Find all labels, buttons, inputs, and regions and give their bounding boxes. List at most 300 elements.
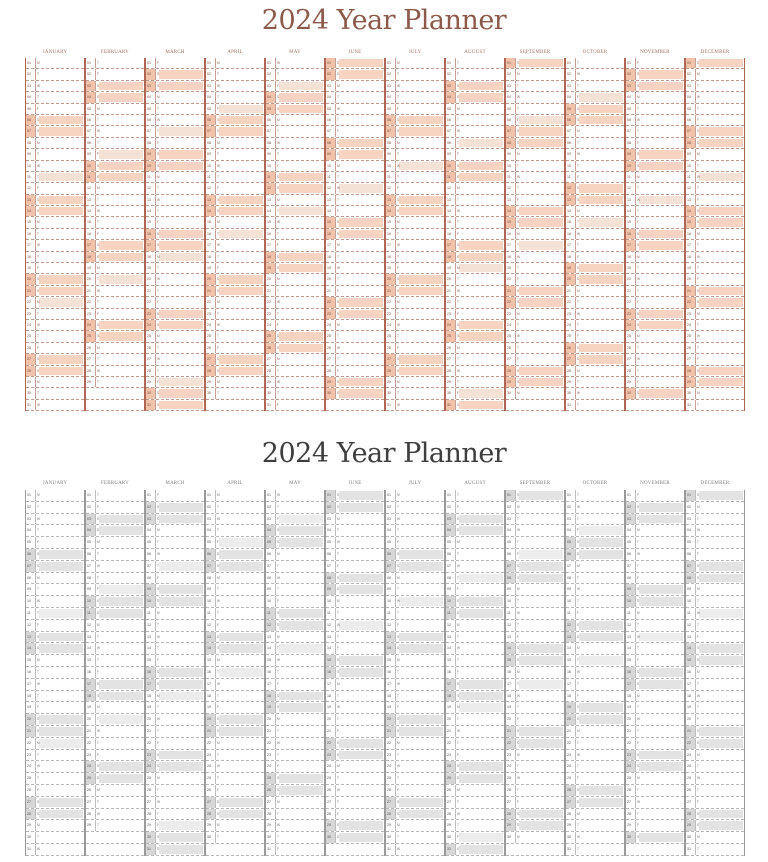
day-cell[interactable] xyxy=(326,608,384,620)
day-cell[interactable] xyxy=(506,596,564,608)
day-cell[interactable] xyxy=(506,691,564,703)
day-cell[interactable] xyxy=(206,667,264,679)
day-cell[interactable] xyxy=(86,69,144,80)
day-cell[interactable] xyxy=(266,58,324,69)
day-cell[interactable] xyxy=(206,573,264,585)
day-cell[interactable] xyxy=(446,773,504,785)
day-cell[interactable] xyxy=(326,679,384,691)
day-cell[interactable] xyxy=(386,69,444,80)
day-cell[interactable] xyxy=(386,172,444,183)
day-cell[interactable] xyxy=(146,820,204,832)
day-cell[interactable] xyxy=(326,643,384,655)
day-cell[interactable] xyxy=(146,388,204,399)
day-cell[interactable] xyxy=(566,844,624,856)
day-cell[interactable] xyxy=(446,161,504,172)
day-cell[interactable] xyxy=(26,104,84,115)
day-cell[interactable] xyxy=(386,584,444,596)
day-cell[interactable] xyxy=(326,832,384,844)
day-cell[interactable] xyxy=(566,773,624,785)
day-cell[interactable] xyxy=(626,797,684,809)
day-cell[interactable] xyxy=(506,354,564,365)
day-cell[interactable] xyxy=(686,149,744,160)
day-cell[interactable] xyxy=(26,217,84,228)
day-cell[interactable] xyxy=(626,161,684,172)
day-cell[interactable] xyxy=(266,286,324,297)
day-cell[interactable] xyxy=(386,388,444,399)
day-cell[interactable] xyxy=(26,388,84,399)
day-cell[interactable] xyxy=(506,286,564,297)
day-cell[interactable] xyxy=(266,738,324,750)
day-cell[interactable] xyxy=(86,172,144,183)
day-cell[interactable] xyxy=(326,138,384,149)
day-cell[interactable] xyxy=(266,820,324,832)
day-cell[interactable] xyxy=(206,561,264,573)
day-cell[interactable] xyxy=(206,832,264,844)
day-cell[interactable] xyxy=(206,81,264,92)
day-cell[interactable] xyxy=(326,195,384,206)
day-cell[interactable] xyxy=(26,738,84,750)
day-cell[interactable] xyxy=(446,252,504,263)
day-cell[interactable] xyxy=(266,608,324,620)
day-cell[interactable] xyxy=(686,773,744,785)
day-cell[interactable] xyxy=(266,183,324,194)
day-cell[interactable] xyxy=(626,502,684,514)
day-cell[interactable] xyxy=(566,608,624,620)
day-cell[interactable] xyxy=(206,354,264,365)
day-cell[interactable] xyxy=(566,702,624,714)
day-cell[interactable] xyxy=(86,320,144,331)
day-cell[interactable] xyxy=(686,115,744,126)
day-cell[interactable] xyxy=(146,263,204,274)
day-cell[interactable] xyxy=(446,309,504,320)
day-cell[interactable] xyxy=(446,126,504,137)
day-cell[interactable] xyxy=(446,274,504,285)
day-cell[interactable] xyxy=(386,149,444,160)
day-cell[interactable] xyxy=(566,377,624,388)
day-cell[interactable] xyxy=(26,620,84,632)
day-cell[interactable] xyxy=(446,844,504,856)
day-cell[interactable] xyxy=(446,797,504,809)
day-cell[interactable] xyxy=(506,377,564,388)
day-cell[interactable] xyxy=(146,320,204,331)
day-cell[interactable] xyxy=(26,366,84,377)
day-cell[interactable] xyxy=(506,183,564,194)
day-cell[interactable] xyxy=(206,549,264,561)
day-cell[interactable] xyxy=(506,240,564,251)
day-cell[interactable] xyxy=(566,490,624,502)
day-cell[interactable] xyxy=(266,632,324,644)
day-cell[interactable] xyxy=(386,377,444,388)
day-cell[interactable] xyxy=(626,366,684,377)
day-cell[interactable] xyxy=(26,286,84,297)
day-cell[interactable] xyxy=(566,537,624,549)
day-cell[interactable] xyxy=(626,263,684,274)
day-cell[interactable] xyxy=(266,761,324,773)
day-cell[interactable] xyxy=(686,655,744,667)
day-cell[interactable] xyxy=(506,69,564,80)
day-cell[interactable] xyxy=(446,514,504,526)
day-cell[interactable] xyxy=(146,286,204,297)
day-cell[interactable] xyxy=(86,809,144,821)
day-cell[interactable] xyxy=(386,263,444,274)
day-cell[interactable] xyxy=(506,490,564,502)
day-cell[interactable] xyxy=(86,286,144,297)
day-cell[interactable] xyxy=(506,172,564,183)
day-cell[interactable] xyxy=(566,343,624,354)
day-cell[interactable] xyxy=(266,126,324,137)
day-cell[interactable] xyxy=(386,183,444,194)
day-cell[interactable] xyxy=(386,608,444,620)
day-cell[interactable] xyxy=(686,297,744,308)
day-cell[interactable] xyxy=(206,377,264,388)
day-cell[interactable] xyxy=(446,320,504,331)
day-cell[interactable] xyxy=(566,126,624,137)
day-cell[interactable] xyxy=(506,229,564,240)
day-cell[interactable] xyxy=(206,702,264,714)
day-cell[interactable] xyxy=(386,820,444,832)
day-cell[interactable] xyxy=(446,691,504,703)
day-cell[interactable] xyxy=(566,525,624,537)
day-cell[interactable] xyxy=(446,115,504,126)
day-cell[interactable] xyxy=(686,537,744,549)
day-cell[interactable] xyxy=(146,183,204,194)
day-cell[interactable] xyxy=(26,596,84,608)
day-cell[interactable] xyxy=(446,738,504,750)
day-cell[interactable] xyxy=(146,331,204,342)
day-cell[interactable] xyxy=(446,702,504,714)
day-cell[interactable] xyxy=(266,679,324,691)
day-cell[interactable] xyxy=(26,331,84,342)
day-cell[interactable] xyxy=(266,69,324,80)
day-cell[interactable] xyxy=(206,537,264,549)
day-cell[interactable] xyxy=(686,643,744,655)
day-cell[interactable] xyxy=(206,286,264,297)
day-cell[interactable] xyxy=(626,714,684,726)
day-cell[interactable] xyxy=(386,240,444,251)
day-cell[interactable] xyxy=(86,240,144,251)
day-cell[interactable] xyxy=(506,655,564,667)
day-cell[interactable] xyxy=(146,400,204,411)
day-cell[interactable] xyxy=(86,679,144,691)
day-cell[interactable] xyxy=(326,667,384,679)
day-cell[interactable] xyxy=(626,584,684,596)
day-cell[interactable] xyxy=(26,343,84,354)
day-cell[interactable] xyxy=(566,832,624,844)
day-cell[interactable] xyxy=(206,252,264,263)
day-cell[interactable] xyxy=(206,773,264,785)
day-cell[interactable] xyxy=(686,573,744,585)
day-cell[interactable] xyxy=(626,388,684,399)
day-cell[interactable] xyxy=(26,297,84,308)
day-cell[interactable] xyxy=(506,104,564,115)
day-cell[interactable] xyxy=(26,240,84,251)
day-cell[interactable] xyxy=(266,149,324,160)
day-cell[interactable] xyxy=(86,263,144,274)
day-cell[interactable] xyxy=(326,343,384,354)
day-cell[interactable] xyxy=(266,537,324,549)
day-cell[interactable] xyxy=(206,104,264,115)
day-cell[interactable] xyxy=(626,549,684,561)
day-cell[interactable] xyxy=(386,525,444,537)
day-cell[interactable] xyxy=(26,702,84,714)
day-cell[interactable] xyxy=(86,354,144,365)
day-cell[interactable] xyxy=(326,229,384,240)
day-cell[interactable] xyxy=(206,820,264,832)
day-cell[interactable] xyxy=(686,69,744,80)
day-cell[interactable] xyxy=(626,115,684,126)
day-cell[interactable] xyxy=(506,366,564,377)
day-cell[interactable] xyxy=(506,702,564,714)
day-cell[interactable] xyxy=(386,343,444,354)
day-cell[interactable] xyxy=(86,820,144,832)
day-cell[interactable] xyxy=(386,750,444,762)
day-cell[interactable] xyxy=(26,126,84,137)
day-cell[interactable] xyxy=(386,320,444,331)
day-cell[interactable] xyxy=(266,785,324,797)
day-cell[interactable] xyxy=(626,643,684,655)
day-cell[interactable] xyxy=(26,525,84,537)
day-cell[interactable] xyxy=(566,274,624,285)
day-cell[interactable] xyxy=(26,608,84,620)
day-cell[interactable] xyxy=(686,217,744,228)
day-cell[interactable] xyxy=(506,620,564,632)
day-cell[interactable] xyxy=(206,161,264,172)
day-cell[interactable] xyxy=(26,229,84,240)
day-cell[interactable] xyxy=(26,206,84,217)
day-cell[interactable] xyxy=(266,502,324,514)
day-cell[interactable] xyxy=(146,714,204,726)
day-cell[interactable] xyxy=(266,138,324,149)
day-cell[interactable] xyxy=(326,820,384,832)
day-cell[interactable] xyxy=(26,667,84,679)
day-cell[interactable] xyxy=(206,726,264,738)
day-cell[interactable] xyxy=(26,679,84,691)
day-cell[interactable] xyxy=(86,761,144,773)
day-cell[interactable] xyxy=(206,797,264,809)
day-cell[interactable] xyxy=(506,608,564,620)
day-cell[interactable] xyxy=(26,183,84,194)
day-cell[interactable] xyxy=(386,573,444,585)
day-cell[interactable] xyxy=(686,549,744,561)
day-cell[interactable] xyxy=(146,655,204,667)
day-cell[interactable] xyxy=(266,240,324,251)
day-cell[interactable] xyxy=(266,832,324,844)
day-cell[interactable] xyxy=(146,584,204,596)
day-cell[interactable] xyxy=(326,252,384,263)
day-cell[interactable] xyxy=(566,738,624,750)
day-cell[interactable] xyxy=(386,679,444,691)
day-cell[interactable] xyxy=(506,537,564,549)
day-cell[interactable] xyxy=(506,667,564,679)
day-cell[interactable] xyxy=(266,161,324,172)
day-cell[interactable] xyxy=(266,714,324,726)
day-cell[interactable] xyxy=(266,115,324,126)
day-cell[interactable] xyxy=(386,138,444,149)
day-cell[interactable] xyxy=(686,400,744,411)
day-cell[interactable] xyxy=(326,573,384,585)
day-cell[interactable] xyxy=(206,331,264,342)
day-cell[interactable] xyxy=(86,608,144,620)
day-cell[interactable] xyxy=(386,115,444,126)
day-cell[interactable] xyxy=(566,820,624,832)
day-cell[interactable] xyxy=(326,632,384,644)
day-cell[interactable] xyxy=(506,573,564,585)
day-cell[interactable] xyxy=(326,738,384,750)
day-cell[interactable] xyxy=(266,366,324,377)
day-cell[interactable] xyxy=(326,377,384,388)
day-cell[interactable] xyxy=(446,561,504,573)
day-cell[interactable] xyxy=(446,667,504,679)
day-cell[interactable] xyxy=(266,92,324,103)
day-cell[interactable] xyxy=(146,797,204,809)
day-cell[interactable] xyxy=(506,126,564,137)
day-cell[interactable] xyxy=(626,92,684,103)
day-cell[interactable] xyxy=(446,525,504,537)
day-cell[interactable] xyxy=(566,750,624,762)
day-cell[interactable] xyxy=(566,549,624,561)
day-cell[interactable] xyxy=(146,573,204,585)
day-cell[interactable] xyxy=(326,115,384,126)
day-cell[interactable] xyxy=(206,149,264,160)
day-cell[interactable] xyxy=(146,773,204,785)
day-cell[interactable] xyxy=(626,81,684,92)
day-cell[interactable] xyxy=(146,726,204,738)
day-cell[interactable] xyxy=(686,366,744,377)
day-cell[interactable] xyxy=(566,514,624,526)
day-cell[interactable] xyxy=(206,297,264,308)
day-cell[interactable] xyxy=(446,537,504,549)
day-cell[interactable] xyxy=(146,490,204,502)
day-cell[interactable] xyxy=(446,643,504,655)
day-cell[interactable] xyxy=(626,667,684,679)
day-cell[interactable] xyxy=(326,549,384,561)
day-cell[interactable] xyxy=(86,596,144,608)
day-cell[interactable] xyxy=(326,69,384,80)
day-cell[interactable] xyxy=(86,632,144,644)
day-cell[interactable] xyxy=(386,514,444,526)
day-cell[interactable] xyxy=(146,274,204,285)
day-cell[interactable] xyxy=(26,844,84,856)
day-cell[interactable] xyxy=(446,502,504,514)
day-cell[interactable] xyxy=(266,274,324,285)
day-cell[interactable] xyxy=(686,81,744,92)
day-cell[interactable] xyxy=(266,331,324,342)
day-cell[interactable] xyxy=(266,514,324,526)
day-cell[interactable] xyxy=(506,514,564,526)
day-cell[interactable] xyxy=(206,206,264,217)
day-cell[interactable] xyxy=(446,206,504,217)
day-cell[interactable] xyxy=(86,573,144,585)
day-cell[interactable] xyxy=(446,655,504,667)
day-cell[interactable] xyxy=(446,377,504,388)
day-cell[interactable] xyxy=(86,691,144,703)
day-cell[interactable] xyxy=(26,561,84,573)
day-cell[interactable] xyxy=(146,761,204,773)
day-cell[interactable] xyxy=(206,388,264,399)
day-cell[interactable] xyxy=(266,490,324,502)
day-cell[interactable] xyxy=(686,584,744,596)
day-cell[interactable] xyxy=(326,240,384,251)
day-cell[interactable] xyxy=(326,537,384,549)
day-cell[interactable] xyxy=(566,172,624,183)
day-cell[interactable] xyxy=(506,217,564,228)
day-cell[interactable] xyxy=(146,785,204,797)
day-cell[interactable] xyxy=(686,263,744,274)
day-cell[interactable] xyxy=(266,104,324,115)
day-cell[interactable] xyxy=(686,750,744,762)
day-cell[interactable] xyxy=(206,263,264,274)
day-cell[interactable] xyxy=(206,343,264,354)
day-cell[interactable] xyxy=(686,354,744,365)
day-cell[interactable] xyxy=(386,832,444,844)
day-cell[interactable] xyxy=(446,714,504,726)
day-cell[interactable] xyxy=(386,286,444,297)
day-cell[interactable] xyxy=(86,537,144,549)
day-cell[interactable] xyxy=(86,331,144,342)
day-cell[interactable] xyxy=(566,785,624,797)
day-cell[interactable] xyxy=(86,58,144,69)
day-cell[interactable] xyxy=(686,274,744,285)
day-cell[interactable] xyxy=(26,761,84,773)
day-cell[interactable] xyxy=(686,608,744,620)
day-cell[interactable] xyxy=(266,343,324,354)
day-cell[interactable] xyxy=(566,320,624,331)
day-cell[interactable] xyxy=(686,58,744,69)
day-cell[interactable] xyxy=(626,138,684,149)
day-cell[interactable] xyxy=(686,738,744,750)
day-cell[interactable] xyxy=(266,643,324,655)
day-cell[interactable] xyxy=(266,726,324,738)
day-cell[interactable] xyxy=(506,195,564,206)
day-cell[interactable] xyxy=(566,92,624,103)
day-cell[interactable] xyxy=(566,354,624,365)
day-cell[interactable] xyxy=(146,161,204,172)
day-cell[interactable] xyxy=(266,263,324,274)
day-cell[interactable] xyxy=(506,584,564,596)
day-cell[interactable] xyxy=(386,785,444,797)
day-cell[interactable] xyxy=(626,702,684,714)
day-cell[interactable] xyxy=(446,388,504,399)
day-cell[interactable] xyxy=(506,750,564,762)
day-cell[interactable] xyxy=(26,354,84,365)
day-cell[interactable] xyxy=(326,320,384,331)
day-cell[interactable] xyxy=(386,702,444,714)
day-cell[interactable] xyxy=(86,183,144,194)
day-cell[interactable] xyxy=(86,161,144,172)
day-cell[interactable] xyxy=(146,632,204,644)
day-cell[interactable] xyxy=(326,183,384,194)
day-cell[interactable] xyxy=(506,343,564,354)
day-cell[interactable] xyxy=(146,172,204,183)
day-cell[interactable] xyxy=(146,115,204,126)
day-cell[interactable] xyxy=(86,366,144,377)
day-cell[interactable] xyxy=(686,502,744,514)
day-cell[interactable] xyxy=(266,573,324,585)
day-cell[interactable] xyxy=(386,809,444,821)
day-cell[interactable] xyxy=(326,274,384,285)
day-cell[interactable] xyxy=(626,206,684,217)
day-cell[interactable] xyxy=(566,217,624,228)
day-cell[interactable] xyxy=(506,679,564,691)
day-cell[interactable] xyxy=(626,620,684,632)
day-cell[interactable] xyxy=(86,309,144,320)
day-cell[interactable] xyxy=(446,400,504,411)
day-cell[interactable] xyxy=(506,714,564,726)
day-cell[interactable] xyxy=(566,366,624,377)
day-cell[interactable] xyxy=(626,679,684,691)
day-cell[interactable] xyxy=(26,537,84,549)
day-cell[interactable] xyxy=(626,832,684,844)
